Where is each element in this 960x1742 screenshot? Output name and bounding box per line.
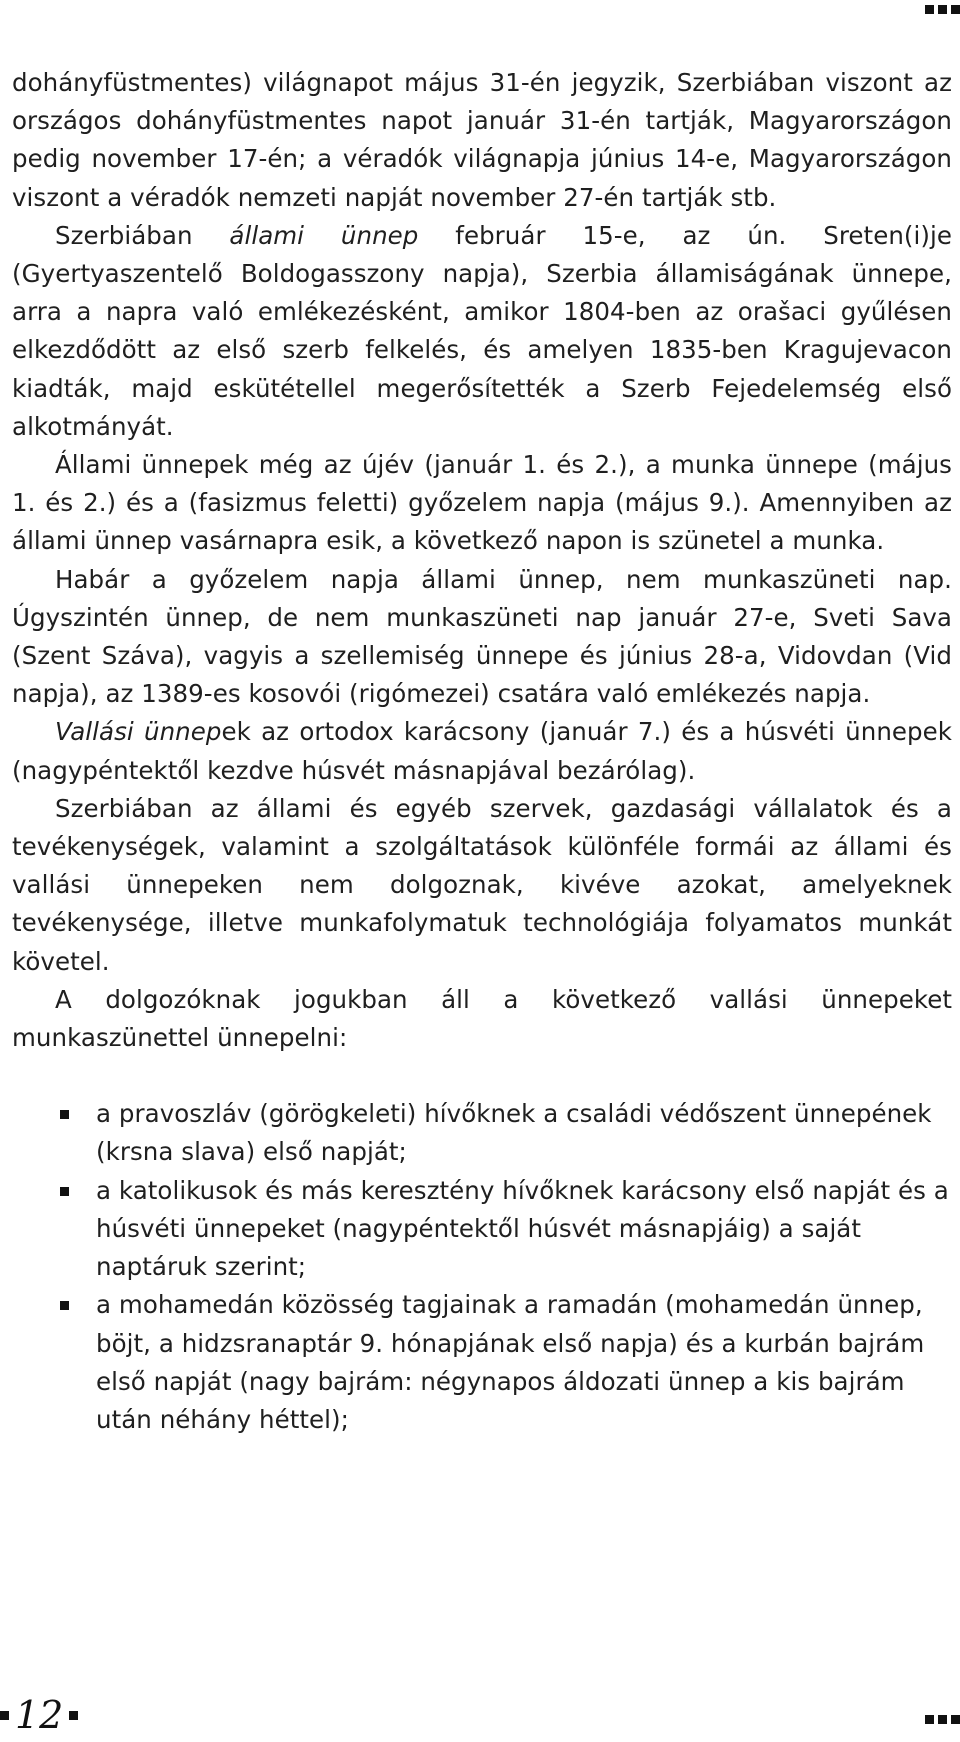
text-run: ek az ortodox karácsony (január 7.) és a húsvéti ünnepek (nagypéntektől kezdve húsvét másnapjával bezárólag). bbox=[12, 717, 952, 785]
text-run: dohányfüstmentes) világnapot május 31-én jegyzik, Szerbiában viszont az országos dohányfüstmentes napot január 31-én tartják, Magyarországon pedig november 17-én; a véradók világnapja június 14-e, Magyarországon viszont a véradók nemzeti napját november 27-én tartják stb. bbox=[12, 68, 952, 212]
bullet-item bbox=[12, 1286, 952, 1439]
paragraph bbox=[12, 561, 952, 714]
footer-square-left bbox=[0, 1711, 9, 1720]
bullet-square-icon bbox=[60, 1110, 69, 1119]
paragraphs bbox=[12, 64, 952, 1057]
text-run: Habár a győzelem napja állami ünnep, nem munkaszüneti nap. Úgyszintén ünnep, de nem munkaszüneti nap január 27-e, Sveti Sava (Szent Száva), vagyis a szellemiség ünnepe és június 28-a, Vidovdan (Vid napja), az 1389-es kosovói (rigómezei) csatára való emlékezés napja. bbox=[12, 564, 952, 709]
bullet-list bbox=[12, 1095, 952, 1439]
bullet-text: a katolikusok és más keresztény hívőknek karácsony első napját és a húsvéti ünnepeket (nagypéntektől húsvét másnapjáig) a saját naptáruk szerint; bbox=[96, 1175, 949, 1282]
paragraph bbox=[12, 217, 952, 446]
text-run: Állami ünnepek még az újév (január 1. és 2.), a munka ünnepe (május 1. és 2.) és a (fasizmus feletti) győzelem napja (május 9.). Amennyiben az állami ünnep vasárnapra esik, a következő napon is szünetel a munka. bbox=[12, 450, 952, 556]
bullet-item bbox=[12, 1095, 952, 1171]
bullet-item bbox=[12, 1172, 952, 1287]
text-run: A dolgozóknak jogukban áll a következő vallási ünnepeket munkaszünettel ünnepelni: bbox=[12, 984, 952, 1053]
bullet-text: a mohamedán közösség tagjainak a ramadán (mohamedán ünnep, böjt, a hidzsranaptár 9. hónapjának első napja) és a kurbán bajrám első napját (nagy bajrám: négynapos áldozati ünnep a kis bajrám után néhány héttel); bbox=[96, 1290, 925, 1434]
italic-text: Vallási ünnep bbox=[55, 717, 222, 747]
top-right-square-marks bbox=[925, 5, 960, 14]
paragraph bbox=[12, 64, 952, 217]
paragraph bbox=[12, 713, 952, 789]
page-body bbox=[12, 64, 952, 1439]
paragraph bbox=[12, 981, 952, 1057]
text-run: Szerbiában bbox=[55, 220, 230, 250]
bottom-right-square-marks bbox=[925, 1715, 960, 1724]
page-footer bbox=[0, 1693, 78, 1737]
text-run: Szerbiában az állami és egyéb szervek, gazdasági vállalatok és a tevékenységek, valamint a szolgáltatások különféle formái az állami és vallási ünnepeken nem dolgoznak, kivéve azokat, amelyeknek tevékenysége, illetve munkafolymatuk technológiája folyamatos munkát követel. bbox=[12, 793, 952, 976]
bullet-square-icon bbox=[60, 1187, 69, 1196]
footer-square-right bbox=[69, 1711, 78, 1720]
bullet-square-icon bbox=[60, 1301, 69, 1310]
page-number: 12 bbox=[15, 1693, 64, 1737]
paragraph bbox=[12, 446, 952, 561]
bullet-text: a pravoszláv (görögkeleti) hívőknek a családi védőszent ünnepének (krsna slava) első napját; bbox=[96, 1099, 932, 1167]
paragraph bbox=[12, 790, 952, 981]
text-run: február 15-e, az ún. Sreten(i)je (Gyertyaszentelő Boldogasszony napja), Szerbia államiságának ünnepe, arra a napra való emlékezésként, amikor 1804-ben az orašaci gyűlésen elkezdődött az első szerb felkelés, és amelyen 1835-ben Kragujevacon kiadták, majd eskütétellel megerősítették a Szerb Fejedelemség első alkotmányát. bbox=[12, 220, 952, 441]
italic-text: állami ünnep bbox=[229, 220, 419, 250]
